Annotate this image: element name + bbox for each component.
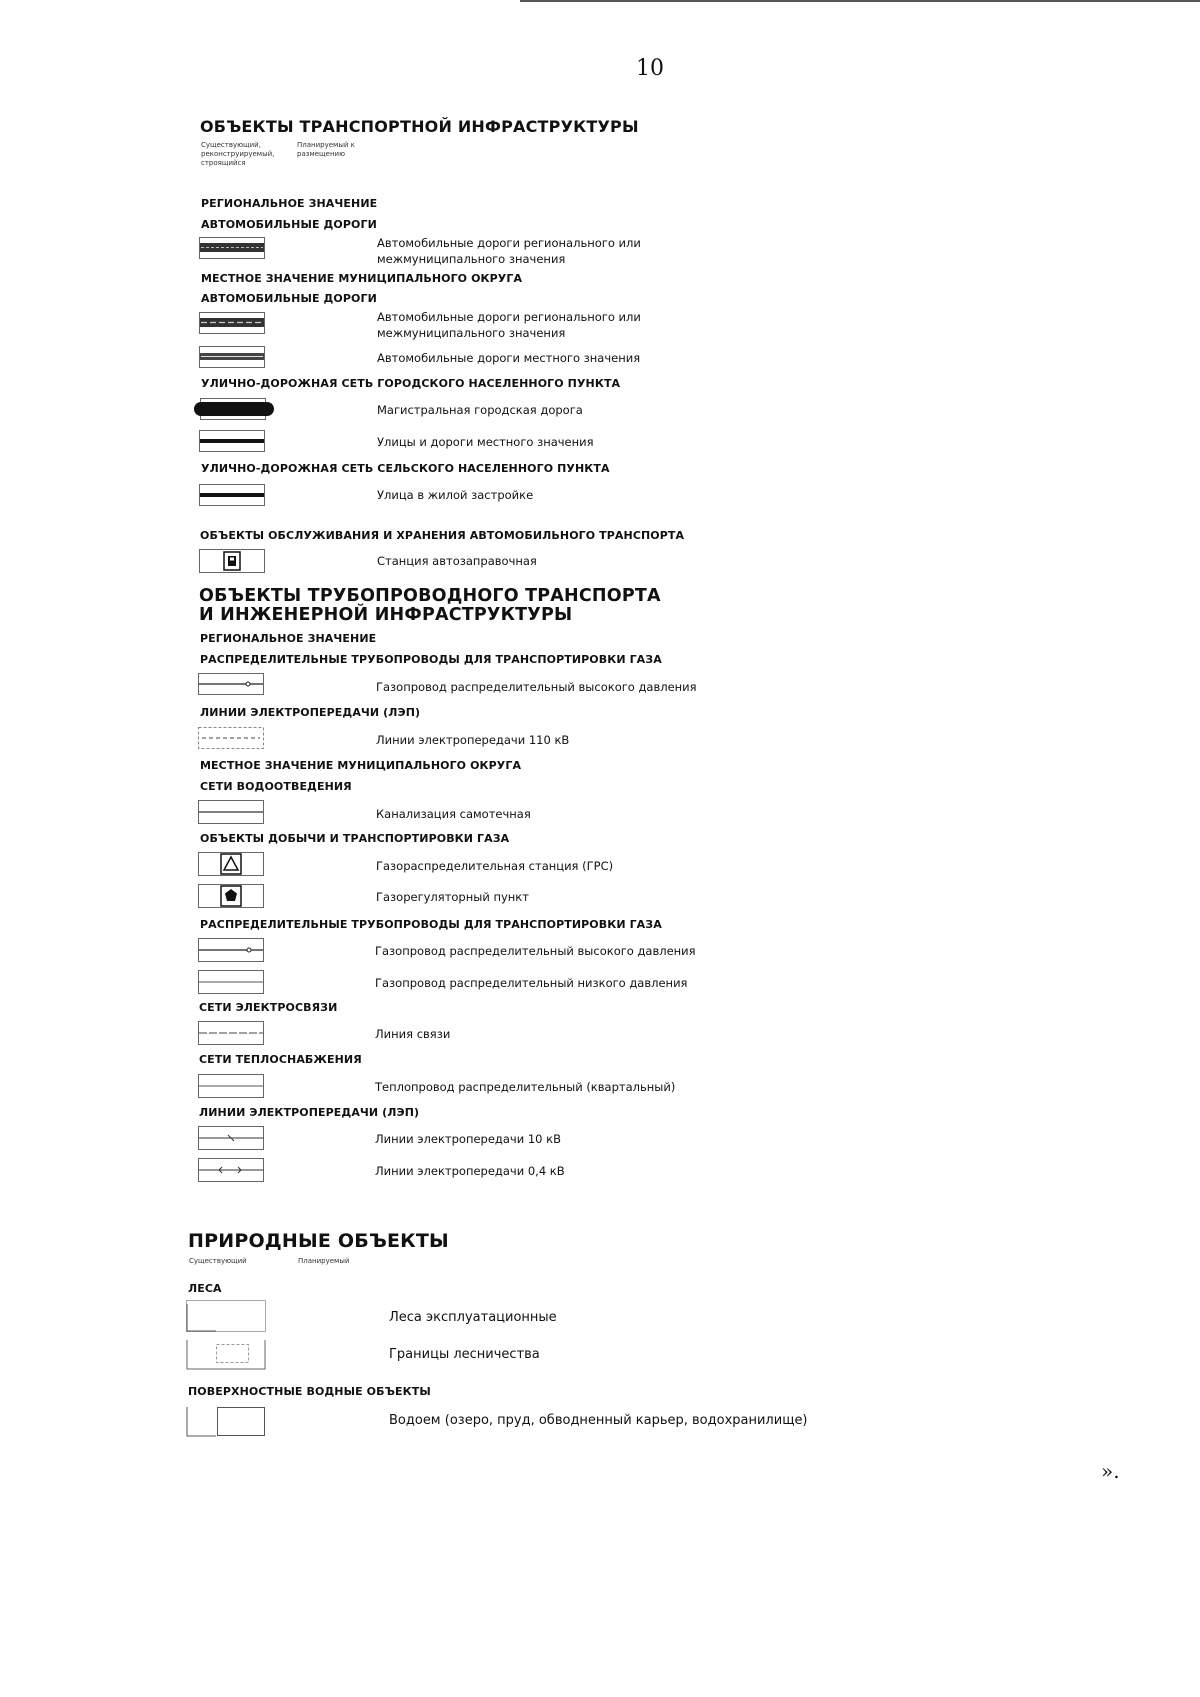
desc-local-road: Автомобильные дороги местного значения <box>377 351 641 365</box>
symbol-regional-road <box>199 237 265 259</box>
heading-water: ПОВЕРХНОСТНЫЕ ВОДНЫЕ ОБЪЕКТЫ <box>188 1385 431 1398</box>
desc-gas-high-2: Газопровод распределительный высокого давления <box>375 944 696 958</box>
desc-forestry-borders: Границы лесничества <box>389 1347 540 1362</box>
heading-heat: СЕТИ ТЕПЛОСНАБЖЕНИЯ <box>199 1053 362 1066</box>
desc-grp: Газорегуляторный пункт <box>376 890 529 904</box>
symbol-local-road <box>199 346 265 368</box>
heading-service-objects: ОБЪЕКТЫ ОБСЛУЖИВАНИЯ И ХРАНЕНИЯ АВТОМОБИЛЬНОГО ТРАНСПОРТА <box>200 529 685 542</box>
heading-telecom: СЕТИ ЭЛЕКТРОСВЯЗИ <box>199 1001 338 1014</box>
symbol-telecom <box>198 1021 264 1043</box>
symbol-gas-station <box>199 549 265 571</box>
heading-urban-network: УЛИЧНО-ДОРОЖНАЯ СЕТЬ ГОРОДСКОГО НАСЕЛЕННОГО ПУНКТА <box>201 377 621 390</box>
closing-quote: ». <box>1101 1459 1120 1483</box>
caption-nature-existing: Существующий <box>189 1257 247 1265</box>
symbol-main-urban-road <box>193 398 275 420</box>
heading-pipeline-regional: РЕГИОНАЛЬНОЕ ЗНАЧЕНИЕ <box>200 632 377 645</box>
heading-regional: РЕГИОНАЛЬНОЕ ЗНАЧЕНИЕ <box>201 197 378 210</box>
desc-power-10: Линии электропередачи 10 кВ <box>375 1132 561 1146</box>
symbol-heat <box>198 1074 264 1096</box>
heading-rural-network: УЛИЧНО-ДОРОЖНАЯ СЕТЬ СЕЛЬСКОГО НАСЕЛЕННОГО ПУНКТА <box>201 462 610 475</box>
desc-heat: Теплопровод распределительный (квартальный) <box>375 1080 676 1094</box>
symbol-residential-street <box>199 484 265 506</box>
desc-residential-street: Улица в жилой застройке <box>377 488 534 502</box>
caption-planned: Планируемый к размещению <box>297 141 355 158</box>
section-title-transport: ОБЪЕКТЫ ТРАНСПОРТНОЙ ИНФРАСТРУКТУРЫ <box>200 117 639 136</box>
symbol-power-04 <box>198 1158 264 1180</box>
heading-gas-objects: ОБЪЕКТЫ ДОБЫЧИ И ТРАНСПОРТИРОВКИ ГАЗА <box>200 832 510 845</box>
heading-power-2: ЛИНИИ ЭЛЕКТРОПЕРЕДАЧИ (ЛЭП) <box>199 1106 420 1119</box>
symbol-sewer <box>198 800 264 822</box>
desc-regional-road-local: Автомобильные дороги регионального или межмуниципального значения <box>377 310 641 340</box>
desc-gas-low: Газопровод распределительный низкого давления <box>375 976 688 990</box>
caption-existing: Существующий, реконструируемый, строящийся <box>201 141 275 167</box>
symbol-forests <box>186 1300 266 1332</box>
symbol-gas-high-2 <box>198 938 264 960</box>
heading-gas-distribution-2: РАСПРЕДЕЛИТЕЛЬНЫЕ ТРУБОПРОВОДЫ ДЛЯ ТРАНСПОРТИРОВКИ ГАЗА <box>200 918 662 931</box>
section-title-nature: ПРИРОДНЫЕ ОБЪЕКТЫ <box>188 1230 449 1252</box>
desc-forests: Леса эксплуатационные <box>389 1310 557 1325</box>
heading-roads: АВТОМОБИЛЬНЫЕ ДОРОГИ <box>201 218 377 231</box>
heading-pipeline-local: МЕСТНОЕ ЗНАЧЕНИЕ МУНИЦИПАЛЬНОГО ОКРУГА <box>200 759 522 772</box>
section-title-pipeline-1: ОБЪЕКТЫ ТРУБОПРОВОДНОГО ТРАНСПОРТА <box>199 586 661 606</box>
symbol-regional-road-local <box>199 312 265 334</box>
desc-telecom: Линия связи <box>375 1027 451 1041</box>
page-number: 10 <box>636 56 664 81</box>
symbol-gas-low <box>198 970 264 992</box>
desc-grs: Газораспределительная станция (ГРС) <box>376 859 614 873</box>
heading-sewer: СЕТИ ВОДООТВЕДЕНИЯ <box>200 780 352 793</box>
desc-gas-station: Станция автозаправочная <box>377 554 537 568</box>
heading-forests: ЛЕСА <box>188 1282 222 1295</box>
desc-main-urban-road: Магистральная городская дорога <box>377 403 583 417</box>
symbol-power-10 <box>198 1126 264 1148</box>
heading-power-1: ЛИНИИ ЭЛЕКТРОПЕРЕДАЧИ (ЛЭП) <box>200 706 421 719</box>
heading-roads-local: АВТОМОБИЛЬНЫЕ ДОРОГИ <box>201 292 377 305</box>
desc-gas-high-1: Газопровод распределительный высокого давления <box>376 680 697 694</box>
heading-gas-distribution-1: РАСПРЕДЕЛИТЕЛЬНЫЕ ТРУБОПРОВОДЫ ДЛЯ ТРАНСПОРТИРОВКИ ГАЗА <box>200 653 662 666</box>
desc-water-body: Водоем (озеро, пруд, обводненный карьер, водохранилище) <box>389 1413 808 1428</box>
symbol-grs <box>198 852 264 874</box>
symbol-power-110 <box>198 727 264 749</box>
desc-regional-road: Автомобильные дороги регионального или межмуниципального значения <box>377 236 641 266</box>
desc-power-110: Линии электропередачи 110 кВ <box>376 733 570 747</box>
top-rule <box>520 0 1200 2</box>
symbol-gas-high-1 <box>198 673 264 695</box>
symbol-local-streets <box>199 430 265 452</box>
caption-nature-planned: Планируемый <box>298 1257 350 1265</box>
heading-local: МЕСТНОЕ ЗНАЧЕНИЕ МУНИЦИПАЛЬНОГО ОКРУГА <box>201 272 523 285</box>
desc-sewer: Канализация самотечная <box>376 807 531 821</box>
symbol-forestry-borders <box>186 1338 266 1370</box>
symbol-water-body <box>186 1405 266 1437</box>
desc-power-04: Линии электропередачи 0,4 кВ <box>375 1164 565 1178</box>
section-title-pipeline-2: И ИНЖЕНЕРНОЙ ИНФРАСТРУКТУРЫ <box>199 605 573 625</box>
symbol-grp <box>198 884 264 906</box>
desc-local-streets: Улицы и дороги местного значения <box>377 435 594 449</box>
